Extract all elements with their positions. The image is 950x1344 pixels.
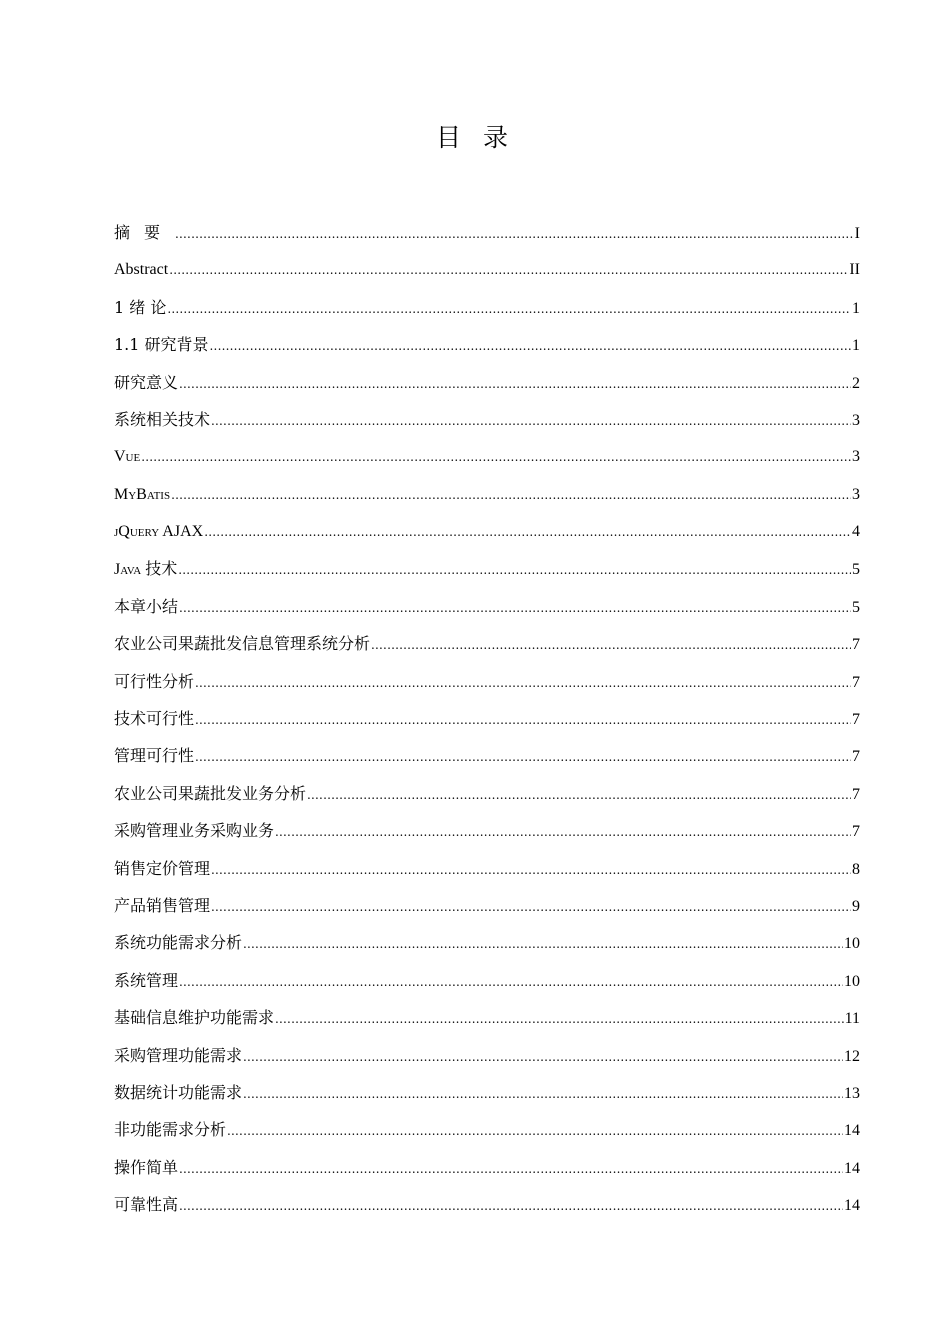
toc-leader-dots — [275, 814, 851, 851]
toc-entry-page: 10 — [844, 935, 860, 953]
toc-entry-label: 采购管理功能需求 — [114, 1045, 243, 1065]
toc-entry-page: 1 — [852, 337, 860, 355]
toc-entry-page: 14 — [844, 1159, 860, 1177]
toc-entry-label: 可行性分析 — [114, 671, 195, 691]
toc-leader-dots — [175, 216, 854, 253]
toc-leader-dots — [167, 291, 851, 328]
toc-entry-label: 管理可行性 — [114, 746, 195, 766]
toc-entry-label: 采购管理业务采购业务 — [114, 821, 275, 841]
toc-entry-label: 非功能需求分析 — [114, 1120, 227, 1140]
toc-leader-dots — [179, 1151, 843, 1188]
toc-leader-dots — [371, 627, 851, 664]
toc-entry[interactable] — [114, 438, 860, 475]
toc-entry[interactable] — [114, 251, 860, 288]
toc-entry-page: 4 — [852, 523, 860, 541]
toc-entry[interactable] — [114, 476, 860, 513]
toc-entry-label: 操作简单 — [114, 1157, 179, 1177]
toc-entry-label: 产品销售管理 — [114, 896, 211, 916]
toc-leader-dots — [227, 1113, 843, 1150]
toc-leader-dots — [211, 403, 851, 440]
toc-entry-page: 14 — [844, 1122, 860, 1140]
toc-entry-label: 技术可行性 — [114, 709, 195, 729]
toc-entry[interactable] — [114, 737, 860, 774]
toc-entry-page: 12 — [844, 1047, 860, 1065]
toc-entry-label: 农业公司果蔬批发信息管理系统分析 — [114, 634, 371, 654]
toc-entry[interactable] — [114, 962, 860, 999]
toc-entry-label: Abstract — [114, 261, 169, 279]
toc-entry[interactable] — [114, 1111, 860, 1148]
toc-title: 目录 — [435, 123, 530, 152]
toc-leader-dots — [179, 366, 851, 403]
toc-leader-dots — [243, 1039, 843, 1076]
toc-leader-dots — [210, 328, 851, 365]
toc-entry[interactable] — [114, 326, 860, 363]
toc-entry-page: I — [854, 225, 860, 242]
toc-leader-dots — [179, 964, 843, 1001]
toc-entry-page: 7 — [852, 785, 860, 803]
toc-entry-label: jQuery AJAX — [114, 523, 204, 541]
toc-entry-page: 13 — [844, 1084, 860, 1102]
toc-leader-dots — [243, 926, 843, 963]
toc-entry-page: 3 — [852, 411, 860, 429]
toc-entry[interactable] — [114, 663, 860, 700]
toc-entry-page: 5 — [852, 560, 860, 578]
toc-entry[interactable] — [114, 214, 860, 251]
toc-entry-page: 3 — [852, 448, 860, 466]
toc-entry-label: 本章小结 — [114, 596, 179, 616]
toc-leader-dots — [171, 477, 851, 514]
toc-leader-dots — [307, 777, 851, 814]
toc-entry-label: MyBatis — [114, 485, 171, 503]
toc-entry[interactable] — [114, 775, 860, 812]
toc-entry[interactable] — [114, 700, 860, 737]
toc-leader-dots — [179, 1188, 843, 1225]
table-of-contents — [114, 214, 860, 1224]
toc-leader-dots — [178, 552, 851, 589]
toc-entry-page: 8 — [852, 860, 860, 878]
toc-leader-dots — [275, 1001, 844, 1038]
toc-entry[interactable] — [114, 1186, 860, 1223]
toc-entry[interactable] — [114, 887, 860, 924]
toc-entry-page: 1 — [852, 299, 860, 317]
toc-entry[interactable] — [114, 364, 860, 401]
toc-entry-label: Java 技术 — [114, 560, 178, 578]
toc-entry[interactable] — [114, 1074, 860, 1111]
toc-leader-dots — [169, 252, 848, 289]
toc-entry-label: 可靠性高 — [114, 1195, 179, 1215]
toc-entry[interactable] — [114, 588, 860, 625]
toc-entry-label: 系统相关技术 — [114, 409, 211, 429]
toc-entry[interactable] — [114, 401, 860, 438]
toc-entry[interactable] — [114, 289, 860, 326]
toc-entry-label: 1 绪 论 — [114, 297, 167, 317]
toc-entry-page: 5 — [852, 598, 860, 616]
toc-leader-dots — [243, 1076, 843, 1113]
toc-entry[interactable] — [114, 1149, 860, 1186]
toc-entry-label: 摘要 — [114, 223, 175, 242]
toc-entry-page: 7 — [852, 748, 860, 766]
toc-entry-label: 农业公司果蔬批发业务分析 — [114, 783, 307, 803]
toc-leader-dots — [195, 702, 851, 739]
toc-leader-dots — [211, 852, 851, 889]
toc-entry-label: Vue — [114, 448, 141, 466]
toc-entry-label: 研究意义 — [114, 372, 179, 392]
toc-entry-label: 销售定价管理 — [114, 858, 211, 878]
toc-entry-page: 7 — [852, 636, 860, 654]
toc-entry-page: 7 — [852, 673, 860, 691]
toc-entry-page: 9 — [852, 898, 860, 916]
toc-entry-label: 系统管理 — [114, 970, 179, 990]
toc-entry[interactable] — [114, 513, 860, 550]
toc-entry-page: 11 — [844, 1010, 860, 1028]
toc-entry-label: 数据统计功能需求 — [114, 1082, 243, 1102]
toc-entry-page: 7 — [852, 823, 860, 841]
toc-entry-page: 2 — [852, 374, 860, 392]
toc-entry[interactable] — [114, 999, 860, 1036]
toc-leader-dots — [195, 739, 851, 776]
toc-entry[interactable] — [114, 1037, 860, 1074]
toc-entry-page: II — [849, 261, 860, 279]
toc-entry-label: 基础信息维护功能需求 — [114, 1008, 275, 1028]
toc-entry-page: 14 — [844, 1197, 860, 1215]
toc-entry-page: 7 — [852, 711, 860, 729]
toc-entry[interactable] — [114, 850, 860, 887]
toc-leader-dots — [179, 590, 851, 627]
toc-leader-dots — [195, 665, 851, 702]
toc-entry[interactable] — [114, 924, 860, 961]
toc-entry[interactable] — [114, 812, 860, 849]
toc-entry-label: 系统功能需求分析 — [114, 933, 243, 953]
toc-entry[interactable] — [114, 625, 860, 662]
toc-entry-page: 3 — [852, 485, 860, 503]
toc-entry-page: 10 — [844, 972, 860, 990]
toc-leader-dots — [204, 514, 851, 551]
toc-entry[interactable] — [114, 551, 860, 588]
toc-leader-dots — [141, 439, 851, 476]
toc-leader-dots — [211, 889, 851, 926]
toc-entry-label: 1.1 研究背景 — [114, 335, 209, 355]
